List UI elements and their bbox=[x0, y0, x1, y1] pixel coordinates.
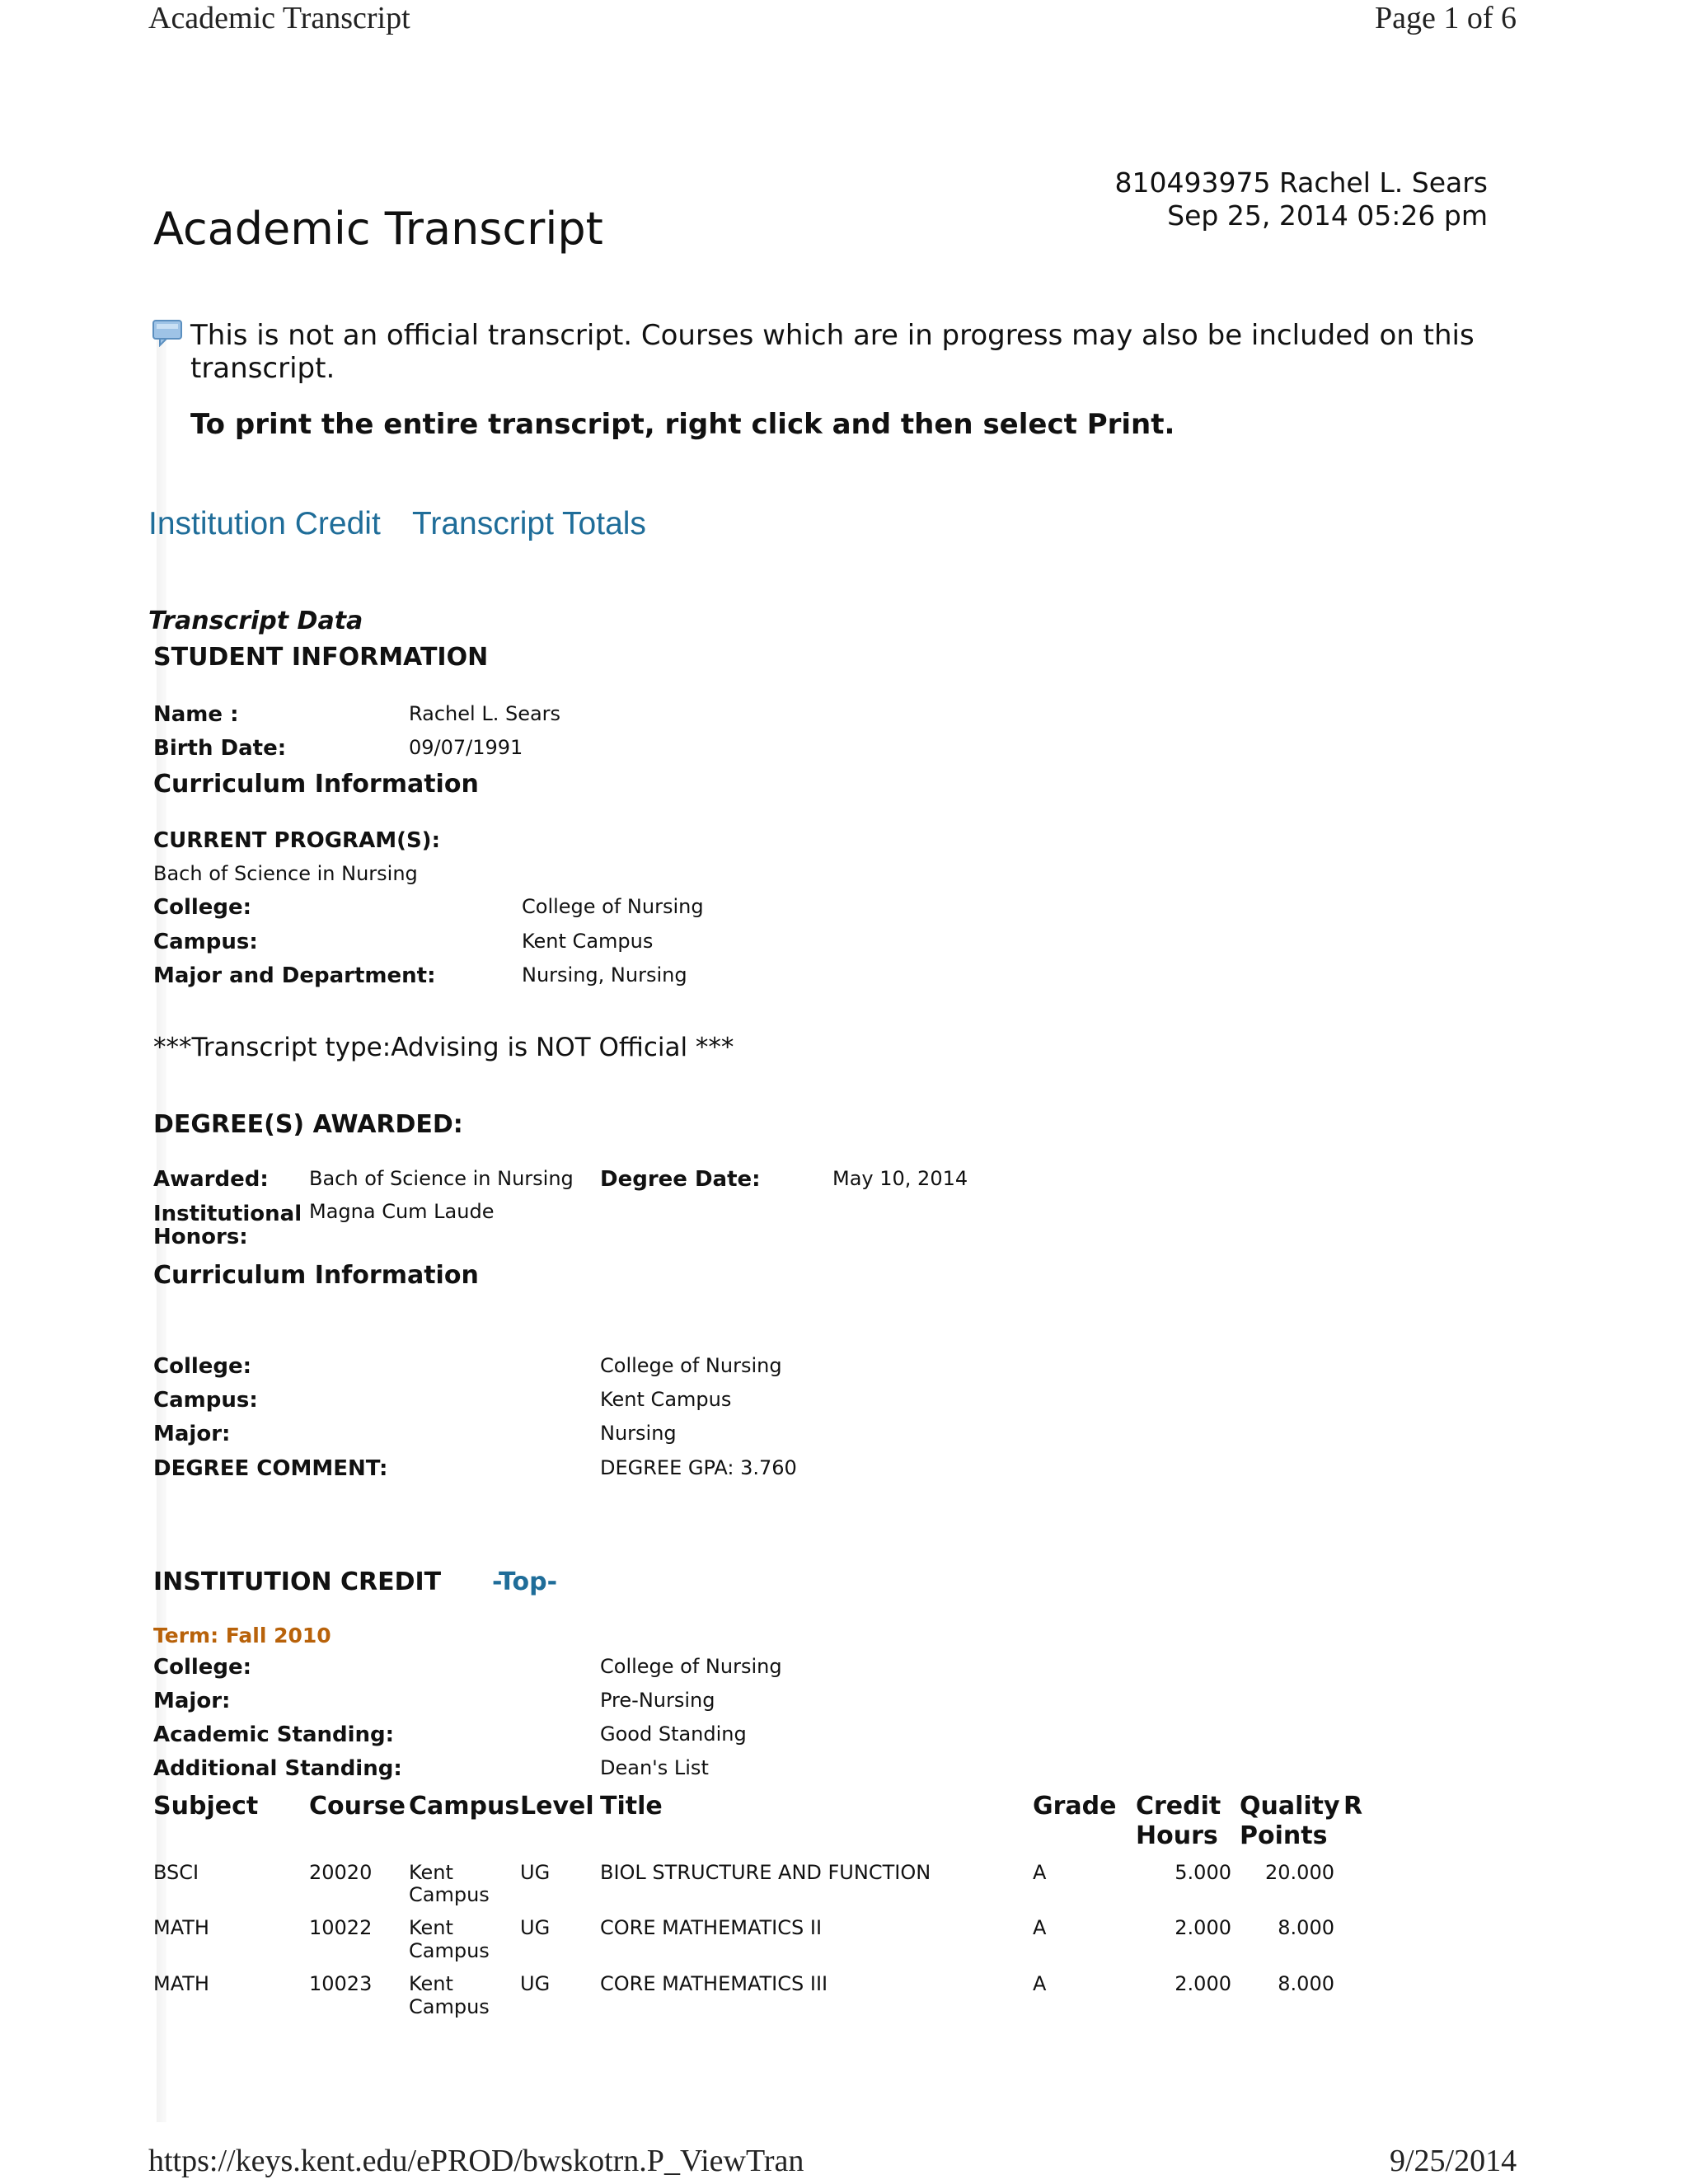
name-label: Name : bbox=[153, 702, 239, 727]
honors-label-line-1: Institutional bbox=[153, 1202, 302, 1226]
row-level: UG bbox=[520, 1972, 551, 1995]
transcript-type-notice: ***Transcript type:Advising is NOT Official *** bbox=[153, 1033, 734, 1062]
curriculum-heading-1: Curriculum Information bbox=[153, 770, 479, 799]
info-icon bbox=[152, 319, 185, 350]
row-subject: MATH bbox=[153, 1972, 209, 1995]
current-program-label: CURRENT PROGRAM(S): bbox=[153, 828, 440, 853]
transcript-data-caption: Transcript Data bbox=[148, 607, 363, 635]
row-course: 10022 bbox=[309, 1916, 373, 1939]
row-credit: 2.000 bbox=[1175, 1916, 1231, 1939]
awarded-label: Awarded: bbox=[153, 1167, 269, 1192]
campus-value-1: Kent Campus bbox=[522, 930, 654, 953]
col-r: R bbox=[1343, 1792, 1363, 1821]
row-campus-line-1: Kent bbox=[409, 1972, 453, 1995]
major-label-2: Major: bbox=[153, 1422, 231, 1446]
college-value-1: College of Nursing bbox=[522, 895, 704, 918]
honors-label-line-2: Honors: bbox=[153, 1225, 248, 1249]
student-id-name: 810493975 Rachel L. Sears bbox=[1114, 166, 1488, 199]
notice-line-2: transcript. bbox=[190, 352, 335, 385]
college-label-2: College: bbox=[153, 1354, 252, 1379]
degree-date-value: May 10, 2014 bbox=[832, 1167, 968, 1190]
print-footer-date: 9/25/2014 bbox=[1390, 2144, 1517, 2178]
campus-value-2: Kent Campus bbox=[600, 1388, 732, 1411]
col-grade: Grade bbox=[1033, 1792, 1117, 1821]
academic-standing-value: Good Standing bbox=[600, 1722, 747, 1746]
row-campus-line-1: Kent bbox=[409, 1916, 453, 1939]
row-title: CORE MATHEMATICS III bbox=[600, 1972, 828, 1995]
row-course: 10023 bbox=[309, 1972, 373, 1995]
student-info-heading: STUDENT INFORMATION bbox=[153, 643, 489, 672]
report-timestamp: Sep 25, 2014 05:26 pm bbox=[1167, 199, 1488, 232]
col-credit-line-1: Credit bbox=[1136, 1792, 1221, 1821]
col-quality-line-1: Quality bbox=[1240, 1792, 1340, 1821]
additional-standing-value: Dean's List bbox=[600, 1756, 709, 1779]
row-campus-line-2: Campus bbox=[409, 1939, 490, 1962]
college-label-1: College: bbox=[153, 895, 252, 920]
institution-credit-heading: INSTITUTION CREDIT bbox=[153, 1568, 442, 1596]
row-subject: MATH bbox=[153, 1916, 209, 1939]
term-college-label: College: bbox=[153, 1655, 252, 1680]
row-quality: 8.000 bbox=[1278, 1972, 1334, 1995]
major-dept-label: Major and Department: bbox=[153, 963, 436, 988]
degree-comment-value: DEGREE GPA: 3.760 bbox=[600, 1456, 797, 1479]
major-value-2: Nursing bbox=[600, 1422, 677, 1445]
row-campus-line-2: Campus bbox=[409, 1883, 490, 1906]
awarded-value: Bach of Science in Nursing bbox=[309, 1167, 574, 1190]
college-value-2: College of Nursing bbox=[600, 1354, 782, 1377]
row-credit: 5.000 bbox=[1175, 1861, 1231, 1884]
term-major-value: Pre-Nursing bbox=[600, 1689, 715, 1712]
birth-date-value: 09/07/1991 bbox=[409, 736, 523, 759]
additional-standing-label: Additional Standing: bbox=[153, 1756, 402, 1781]
academic-standing-label: Academic Standing: bbox=[153, 1722, 395, 1747]
major-dept-value: Nursing, Nursing bbox=[522, 963, 687, 987]
row-subject: BSCI bbox=[153, 1861, 199, 1884]
col-quality-line-2: Points bbox=[1240, 1821, 1328, 1850]
row-campus-line-2: Campus bbox=[409, 1995, 490, 2018]
top-link[interactable]: -Top- bbox=[492, 1568, 558, 1596]
birth-date-label: Birth Date: bbox=[153, 736, 287, 761]
link-transcript-totals[interactable]: Transcript Totals bbox=[412, 506, 646, 541]
campus-label-2: Campus: bbox=[153, 1388, 258, 1413]
row-title: CORE MATHEMATICS II bbox=[600, 1916, 823, 1939]
term-major-label: Major: bbox=[153, 1689, 231, 1713]
row-grade: A bbox=[1033, 1861, 1047, 1884]
row-course: 20020 bbox=[309, 1861, 373, 1884]
row-quality: 8.000 bbox=[1278, 1916, 1334, 1939]
term-label: Term: Fall 2010 bbox=[153, 1624, 331, 1647]
row-credit: 2.000 bbox=[1175, 1972, 1231, 1995]
page-title: Academic Transcript bbox=[153, 203, 603, 255]
col-credit-line-2: Hours bbox=[1136, 1821, 1218, 1850]
term-college-value: College of Nursing bbox=[600, 1655, 782, 1678]
campus-label-1: Campus: bbox=[153, 930, 258, 954]
print-header-page: Page 1 of 6 bbox=[1375, 1, 1517, 35]
row-title: BIOL STRUCTURE AND FUNCTION bbox=[600, 1861, 931, 1884]
degrees-heading: DEGREE(S) AWARDED: bbox=[153, 1110, 463, 1139]
col-course: Course bbox=[309, 1792, 406, 1821]
notice-line-1: This is not an official transcript. Courses which are in progress may also be included on this bbox=[190, 319, 1475, 352]
print-footer-url: https://keys.kent.edu/ePROD/bwskotrn.P_ViewTran bbox=[148, 2144, 804, 2178]
link-institution-credit[interactable]: Institution Credit bbox=[148, 506, 381, 541]
row-quality: 20.000 bbox=[1265, 1861, 1334, 1884]
curriculum-heading-2: Curriculum Information bbox=[153, 1261, 479, 1290]
row-level: UG bbox=[520, 1861, 551, 1884]
name-value: Rachel L. Sears bbox=[409, 702, 561, 725]
degree-comment-label: DEGREE COMMENT: bbox=[153, 1456, 388, 1481]
col-level: Level bbox=[520, 1792, 594, 1821]
row-level: UG bbox=[520, 1916, 551, 1939]
row-grade: A bbox=[1033, 1972, 1047, 1995]
print-hint: To print the entire transcript, right click and then select Print. bbox=[190, 408, 1175, 441]
row-campus-line-1: Kent bbox=[409, 1861, 453, 1884]
degree-date-label: Degree Date: bbox=[600, 1167, 761, 1192]
col-title: Title bbox=[600, 1792, 663, 1821]
col-campus: Campus bbox=[409, 1792, 520, 1821]
program-value: Bach of Science in Nursing bbox=[153, 862, 418, 885]
col-subject: Subject bbox=[153, 1792, 259, 1821]
row-grade: A bbox=[1033, 1916, 1047, 1939]
print-header-title: Academic Transcript bbox=[148, 1, 410, 35]
honors-value: Magna Cum Laude bbox=[309, 1200, 495, 1223]
